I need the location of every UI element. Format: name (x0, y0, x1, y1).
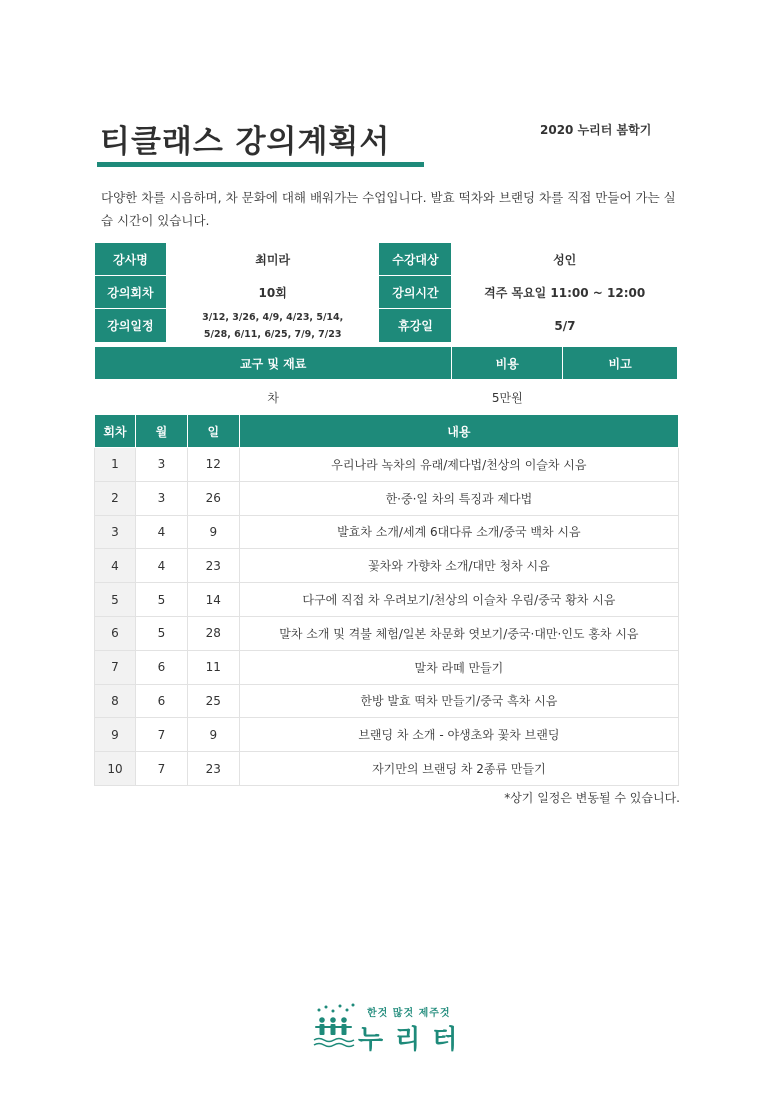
schedule-dates-line2: 5/28, 6/11, 6/25, 7/9, 7/23 (203, 328, 342, 340)
materials-header: 교구 및 재료 (95, 347, 452, 380)
table-row (95, 616, 679, 650)
session-month: 4 (135, 549, 187, 583)
session-content: 우리나라 녹차의 유래/제다법/천상의 이슬차 시음 (239, 448, 678, 482)
cost-header: 비용 (452, 347, 563, 380)
instructor-label: 강사명 (95, 243, 167, 276)
holiday-label: 휴강일 (379, 309, 452, 343)
session-month: 7 (135, 752, 187, 786)
session-day: 25 (187, 684, 239, 718)
target-value: 성인 (452, 243, 678, 276)
session-day: 23 (187, 752, 239, 786)
course-info-table (94, 242, 678, 343)
session-month: 4 (135, 515, 187, 549)
session-content: 한방 발효 떡차 만들기/중국 흑차 시음 (239, 684, 678, 718)
session-number: 5 (95, 583, 136, 617)
session-number: 4 (95, 549, 136, 583)
session-number: 9 (95, 718, 136, 752)
session-content: 꽃차와 가향차 소개/대만 청차 시음 (239, 549, 678, 583)
session-month: 3 (135, 448, 187, 482)
session-month: 6 (135, 684, 187, 718)
session-number: 10 (95, 752, 136, 786)
schedule-label: 강의일정 (95, 309, 167, 343)
session-content: 다구에 직접 차 우려보기/천상의 이슬차 우림/중국 황차 시음 (239, 583, 678, 617)
holiday-value: 5/7 (452, 309, 678, 343)
session-month: 5 (135, 583, 187, 617)
day-header: 일 (187, 415, 239, 448)
schedule-header-row (95, 415, 679, 448)
session-month: 7 (135, 718, 187, 752)
month-header: 월 (135, 415, 187, 448)
session-month: 5 (135, 616, 187, 650)
schedule-dates-line1: 3/12, 3/26, 4/9, 4/23, 5/14, (202, 311, 344, 323)
table-row (95, 448, 679, 482)
logo-slogan: 한것 많것 제주것 (367, 1008, 451, 1019)
session-day: 26 (187, 481, 239, 515)
session-day: 9 (187, 718, 239, 752)
schedule-table (94, 414, 679, 786)
table-row (95, 752, 679, 786)
session-content: 자기만의 브랜딩 차 2종류 만들기 (239, 752, 678, 786)
target-label: 수강대상 (379, 243, 452, 276)
session-content: 발효차 소개/세계 6대다류 소개/중국 백차 시음 (239, 515, 678, 549)
session-content: 한·중·일 차의 특징과 제다법 (239, 481, 678, 515)
session-day: 14 (187, 583, 239, 617)
table-row (95, 549, 679, 583)
materials-value: 차 (267, 390, 279, 405)
session-day: 28 (187, 616, 239, 650)
time-value: 격주 목요일 11:00 ~ 12:00 (452, 276, 678, 309)
cost-value: 5만원 (491, 390, 523, 405)
schedule-change-note: *상기 일정은 변동될 수 있습니다. (504, 791, 680, 805)
table-row (95, 684, 679, 718)
remarks-value (563, 380, 678, 415)
sessions-label: 강의회차 (95, 276, 167, 309)
session-day: 11 (187, 650, 239, 684)
sessions-value: 10회 (166, 276, 379, 309)
session-month: 3 (135, 481, 187, 515)
session-number: 8 (95, 684, 136, 718)
table-row (95, 583, 679, 617)
time-label: 강의시간 (379, 276, 452, 309)
session-number: 2 (95, 481, 136, 515)
instructor-value: 최미라 (166, 243, 379, 276)
session-content: 말차 라떼 만들기 (239, 650, 678, 684)
session-header: 회차 (95, 415, 136, 448)
session-number: 3 (95, 515, 136, 549)
title-underline (97, 162, 424, 167)
remarks-header: 비고 (563, 347, 678, 380)
session-day: 23 (187, 549, 239, 583)
content-header: 내용 (239, 415, 678, 448)
table-row (95, 481, 679, 515)
session-month: 6 (135, 650, 187, 684)
session-content: 말차 소개 및 격불 체험/일본 차문화 엿보기/중국·대만·인도 홍차 시음 (239, 616, 678, 650)
table-row (95, 718, 679, 752)
session-number: 7 (95, 650, 136, 684)
schedule-dates (166, 309, 379, 343)
table-row (95, 650, 679, 684)
materials-table (94, 346, 678, 414)
course-description: 다양한 차를 시음하며, 차 문화에 대해 배워가는 수업입니다. 발효 떡차와 브랜딩 차를 직접 만들어 가는 실습 시간이 있습니다. (101, 190, 676, 228)
semester-label: 2020 누리터 봄학기 (540, 123, 652, 137)
logo-name: 누리터 (358, 1025, 470, 1055)
session-day: 9 (187, 515, 239, 549)
session-day: 12 (187, 448, 239, 482)
session-number: 6 (95, 616, 136, 650)
table-row (95, 515, 679, 549)
session-number: 1 (95, 448, 136, 482)
page-title: 티클래스 강의계획서 (100, 124, 391, 160)
session-content: 브랜딩 차 소개 - 야생초와 꽃차 브랜딩 (239, 718, 678, 752)
